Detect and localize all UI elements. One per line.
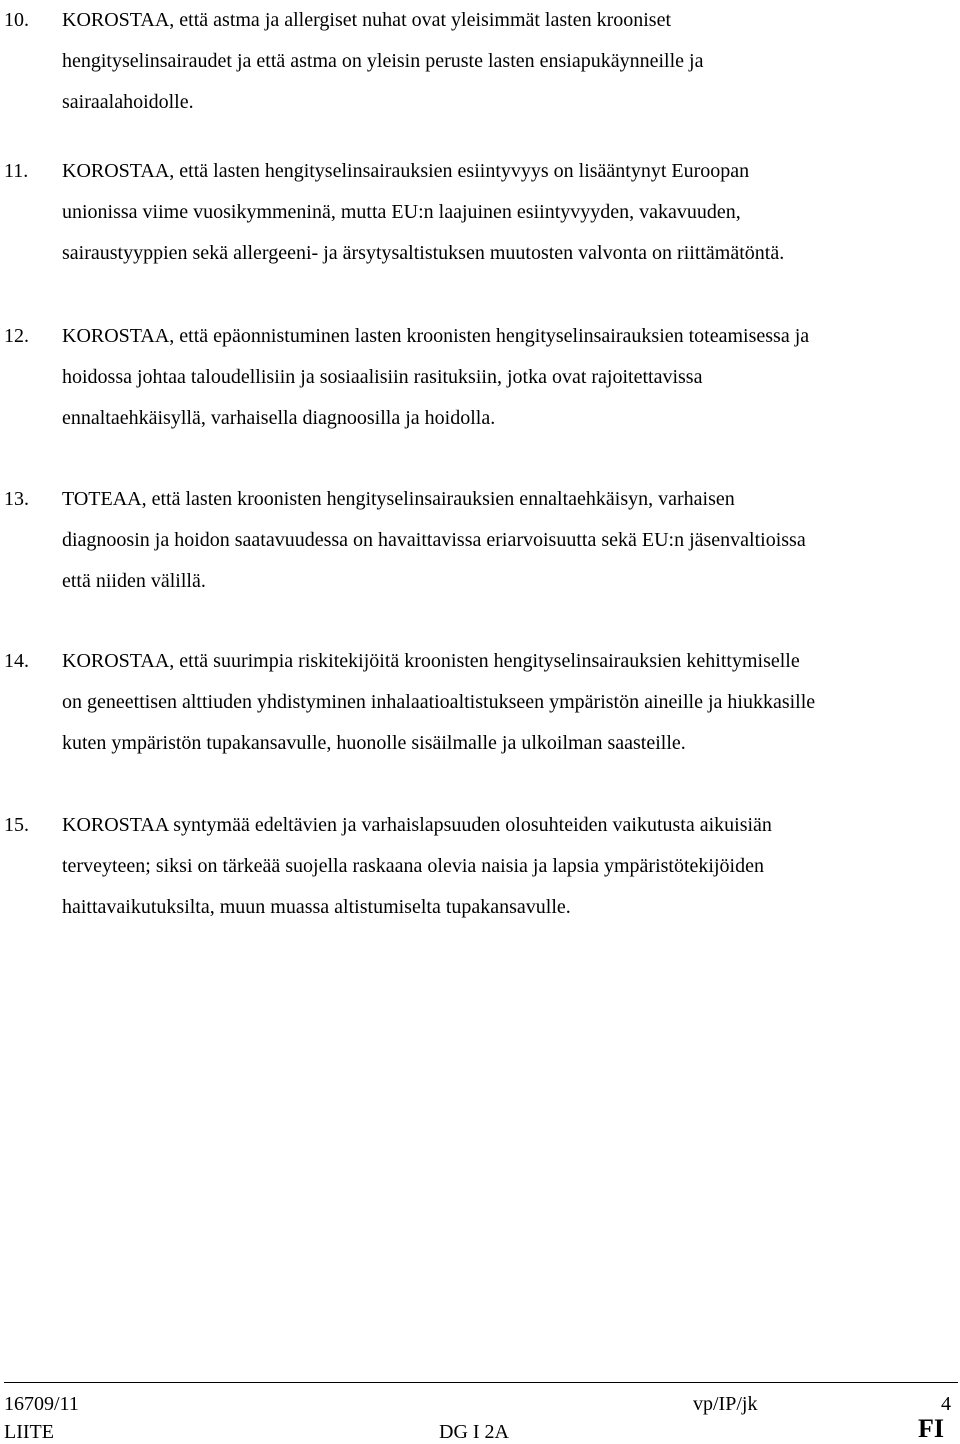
paragraph-line: hoidossa johtaa taloudellisiin ja sosiaalisiin rasituksiin, jotka ovat rajoitettavissa: [62, 366, 703, 388]
paragraph-line: sairaustyyppien sekä allergeeni- ja ärsytysaltistuksen muutosten valvonta on riittämätöntä.: [62, 242, 785, 264]
paragraph-line: terveyteen; siksi on tärkeää suojella raskaana olevia naisia ja lapsia ympäristötekijöiden: [62, 855, 764, 877]
paragraph-line: on geneettisen alttiuden yhdistyminen inhalaatioaltistukseen ympäristön aineille ja hiukkasille: [62, 691, 816, 713]
paragraph-line: KOROSTAA, että epäonnistuminen lasten kroonisten hengityselinsairauksien toteamisessa ja: [62, 325, 810, 347]
paragraph-line: TOTEAA, että lasten kroonisten hengityselinsairauksien ennaltaehkäisyn, varhaisen: [62, 488, 735, 510]
paragraph-number: 10.: [4, 9, 29, 31]
paragraph-line: hengityselinsairaudet ja että astma on yleisin peruste lasten ensiapukäynneille ja: [62, 50, 704, 72]
paragraph-line: KOROSTAA, että lasten hengityselinsairauksien esiintyvyys on lisääntynyt Euroopan: [62, 160, 750, 182]
paragraph-text: [62, 641, 954, 764]
footer-directorate: DG I 2A: [439, 1421, 509, 1443]
footer-initials: vp/IP/jk: [693, 1393, 758, 1415]
paragraph-number: 14.: [4, 650, 29, 672]
footer-doc-number: 16709/11: [4, 1393, 79, 1415]
footer-annex: LIITE: [4, 1421, 54, 1443]
paragraph-number: 12.: [4, 325, 29, 347]
paragraph-line: unionissa viime vuosikymmeninä, mutta EU:n laajuinen esiintyvyyden, vakavuuden,: [62, 201, 741, 223]
footer-divider: [4, 1382, 958, 1383]
paragraph-number: 15.: [4, 814, 29, 836]
paragraph-line: sairaalahoidolle.: [62, 91, 194, 113]
paragraph-line: ennaltaehkäisyllä, varhaisella diagnoosilla ja hoidolla.: [62, 407, 496, 429]
paragraph-number: 11.: [4, 160, 29, 182]
footer-language: FI: [918, 1414, 944, 1443]
paragraph-line: KOROSTAA, että suurimpia riskitekijöitä kroonisten hengityselinsairauksien kehittymiselle: [62, 650, 800, 672]
paragraph-line: kuten ympäristön tupakansavulle, huonolle sisäilmalle ja ulkoilman saasteille.: [62, 732, 686, 754]
paragraph-text: [62, 479, 954, 602]
paragraph-line: että niiden välillä.: [62, 570, 206, 592]
paragraph-text: [62, 316, 954, 439]
footer-page-number: 4: [941, 1393, 951, 1415]
paragraph-line: diagnoosin ja hoidon saatavuudessa on havaittavissa eriarvoisuutta sekä EU:n jäsenvaltioissa: [62, 529, 806, 551]
paragraph-line: KOROSTAA, että astma ja allergiset nuhat ovat yleisimmät lasten krooniset: [62, 9, 672, 31]
paragraph-line: KOROSTAA syntymää edeltävien ja varhaislapsuuden olosuhteiden vaikutusta aikuisiän: [62, 814, 772, 836]
paragraph-text: [62, 151, 954, 274]
paragraph-text: [62, 805, 954, 928]
paragraph-number: 13.: [4, 488, 29, 510]
paragraph-text: [62, 0, 954, 123]
paragraph-line: haittavaikutuksilta, muun muassa altistumiselta tupakansavulle.: [62, 896, 571, 918]
